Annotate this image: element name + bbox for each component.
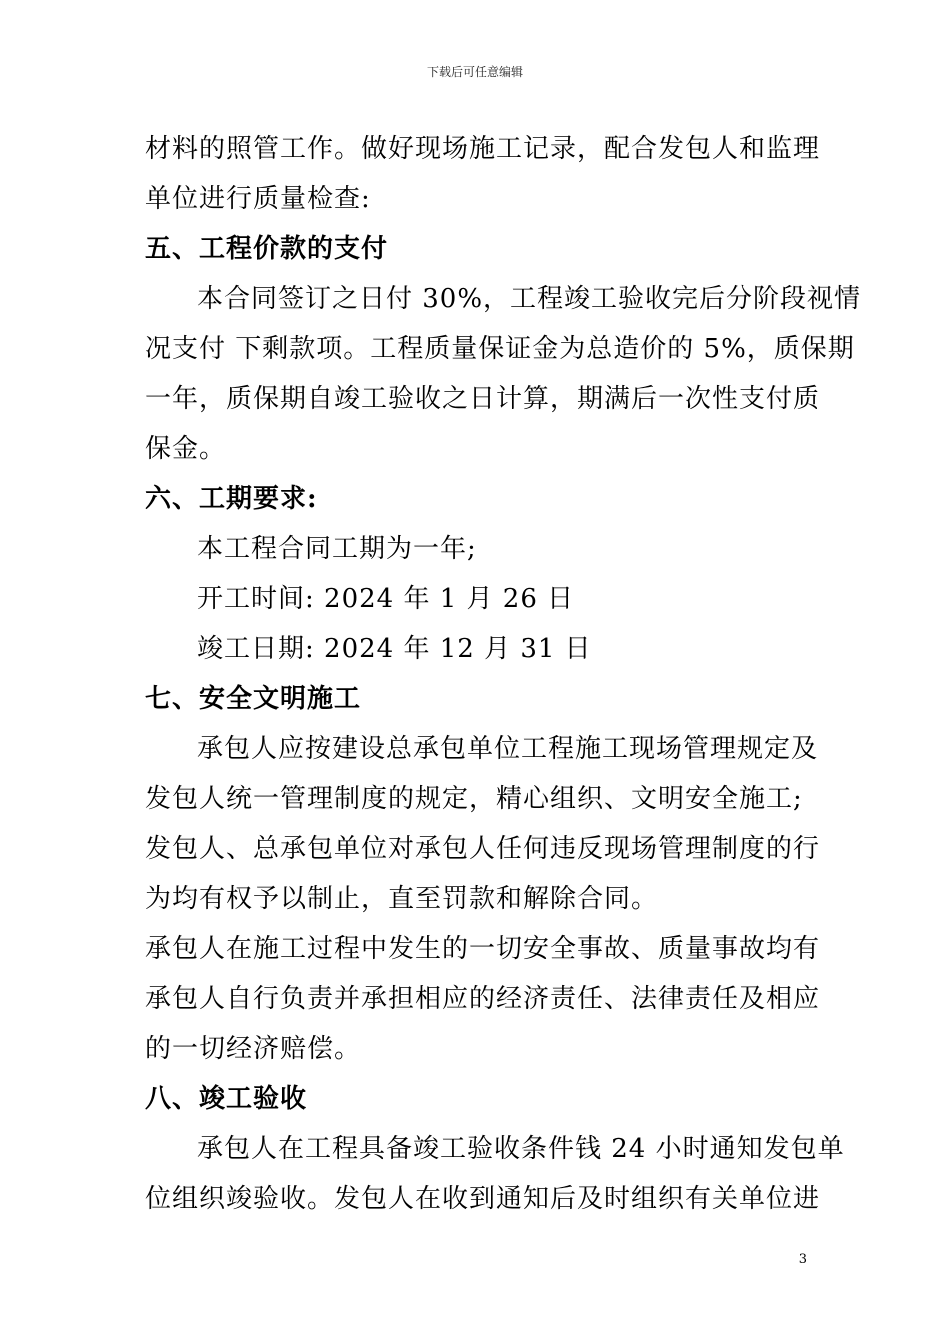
body-line: 承包人自行负责并承担相应的经济责任、法律责任及相应 (145, 984, 821, 1014)
body-line: 本合同签订之日付 30%，工程竣工验收完后分阶段视情 (197, 284, 862, 314)
body-line: 发包人、总承包单位对承包人任何违反现场管理制度的行 (145, 834, 821, 864)
body-line: 保金。 (145, 434, 227, 464)
page-number: 3 (798, 1252, 807, 1267)
document-body (145, 124, 862, 1224)
section-heading-acceptance: 八、竣工验收 (145, 1084, 308, 1114)
section-heading-schedule: 六、工期要求: (145, 484, 318, 514)
body-line: 为均有权予以制止，直至罚款和解除合同。 (145, 884, 659, 914)
section-heading-safety: 七、安全文明施工 (145, 684, 362, 714)
body-line: 承包人在工程具备竣工验收条件钱 24 小时通知发包单 (197, 1134, 845, 1164)
body-line: 材料的照管工作。做好现场施工记录，配合发包人和监理 (145, 134, 821, 164)
body-line: 发包人统一管理制度的规定，精心组织、文明安全施工; (145, 784, 803, 814)
body-line: 承包人在施工过程中发生的一切安全事故、质量事故均有 (145, 934, 821, 964)
body-line: 的一切经济赔偿。 (145, 1034, 362, 1064)
page-header: 下载后可任意编辑 (426, 65, 523, 79)
body-line: 承包人应按建设总承包单位工程施工现场管理规定及 (197, 734, 819, 764)
completion-date-line: 竣工日期: 2024 年 12 月 31 日 (197, 634, 592, 664)
body-line: 位组织竣验收。发包人在收到通知后及时组织有关单位进 (145, 1184, 821, 1214)
body-line: 本工程合同工期为一年; (197, 534, 477, 564)
start-date-line: 开工时间: 2024 年 1 月 26 日 (197, 584, 575, 614)
body-line: 况支付 下剩款项。工程质量保证金为总造价的 5%，质保期 (145, 334, 855, 364)
body-line: 一年，质保期自竣工验收之日计算，期满后一次性支付质 (145, 384, 821, 414)
body-line: 单位进行质量检查: (145, 184, 371, 214)
section-heading-payment: 五、工程价款的支付 (145, 234, 389, 264)
